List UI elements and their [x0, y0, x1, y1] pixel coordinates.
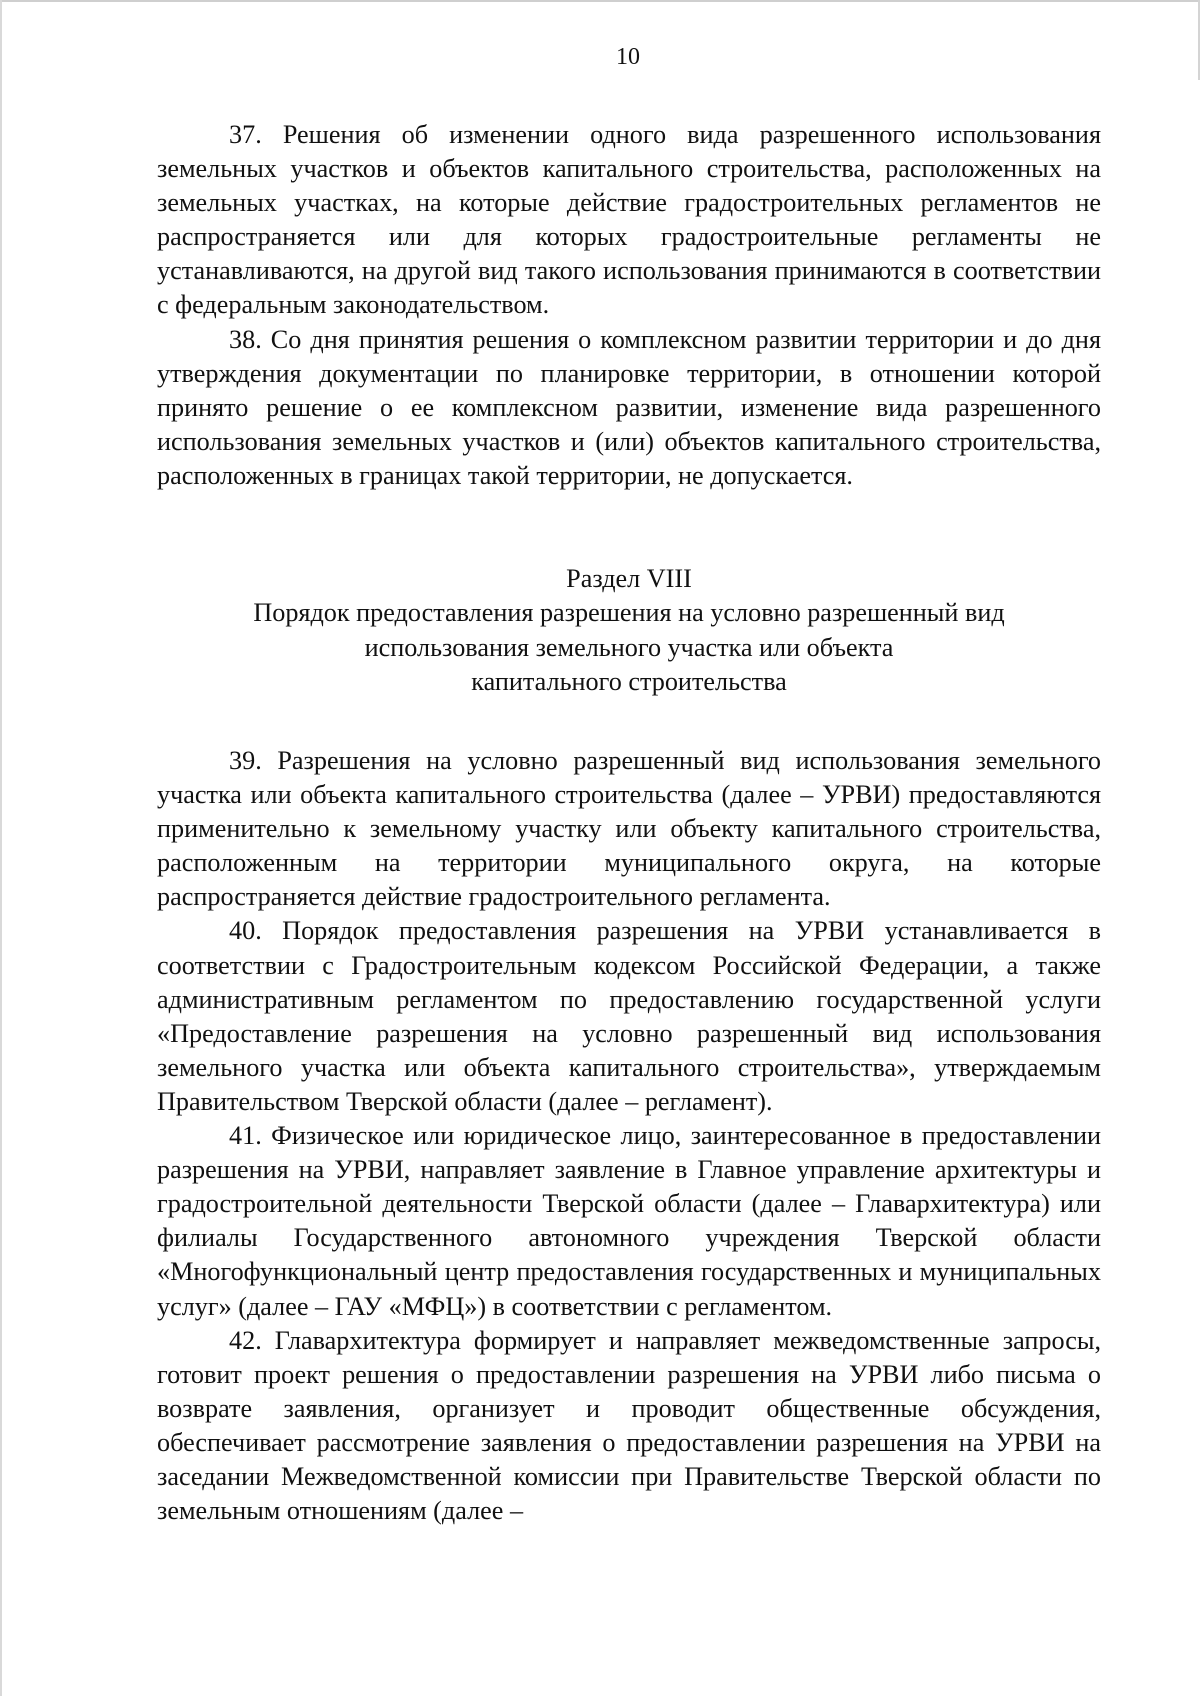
- paragraph-37: 37. Решения об изменении одного вида разрешенного использования земельных участков и объектов капитального строительства, расположенных на земельных участках, на которые действие градостроительных регламентов не распространяется или для которых градостроительные регламенты не устанавливаются, на другой вид такого использования принимаются в соответствии с федеральным законодательством.: [157, 120, 1101, 320]
- paragraph-39: 39. Разрешения на условно разрешенный вид использования земельного участка или объекта капитального строительства (далее – УРВИ) предоставляются применительно к земельному участку или объекту капитального строительства, расположенным на территории муниципального округа, на которые распространяется действие градостроительного регламента.: [157, 746, 1101, 912]
- paragraph-41: 41. Физическое или юридическое лицо, заинтересованное в предоставлении разрешения на УРВИ, направляет заявление в Главное управление архитектуры и градостроительной деятельности Тверской области (далее – Главархитектура) или филиалы Государственного автономного учреждения Тверской области «Многофункциональный центр предоставления государственных и муниципальных услуг» (далее – ГАУ «МФЦ») в соответствии с регламентом.: [157, 1121, 1101, 1321]
- paragraphs-after-section: [157, 744, 1101, 1528]
- paragraph-38: 38. Со дня принятия решения о комплексном развитии территории и до дня утверждения документации по планировке территории, в отношении которой принято решение о ее комплексном развитии, изменение вида разрешенного использования земельных участков и (или) объектов капитального строительства, расположенных в границах такой территории, не допускается.: [157, 324, 1101, 490]
- section-title-line-1: Порядок предоставления разрешения на условно разрешенный вид: [253, 598, 1005, 628]
- section-label: Раздел VIII: [566, 564, 692, 593]
- paragraph-42: 42. Главархитектура формирует и направляет межведомственные запросы, готовит проект решения о предоставлении разрешения на УРВИ либо письма о возврате заявления, организует и проводит общественные обсуждения, обеспечивает рассмотрение заявления о предоставлении разрешения на УРВИ на заседании Межведомственной комиссии при Правительстве Тверской области по земельным отношениям (далее –: [157, 1325, 1101, 1526]
- section-heading: [157, 562, 1101, 700]
- scan-edge-top: [0, 0, 1200, 2]
- scan-edge-left: [0, 0, 2, 1696]
- page-number: 10: [616, 44, 640, 70]
- section-title-line-3: капитального строительства: [471, 667, 787, 697]
- paragraphs-before-section: [157, 118, 1101, 493]
- section-title-line-2: использования земельного участка или объекта: [364, 632, 894, 662]
- paragraph-40: 40. Порядок предоставления разрешения на УРВИ устанавливается в соответствии с Градостроительным кодексом Российской Федерации, а также административным регламентом по предоставлению государственной услуги «Предоставление разрешения на условно разрешенный вид использования земельного участка или объекта капитального строительства», утверждаемым Правительством Тверской области (далее – регламент).: [157, 916, 1101, 1116]
